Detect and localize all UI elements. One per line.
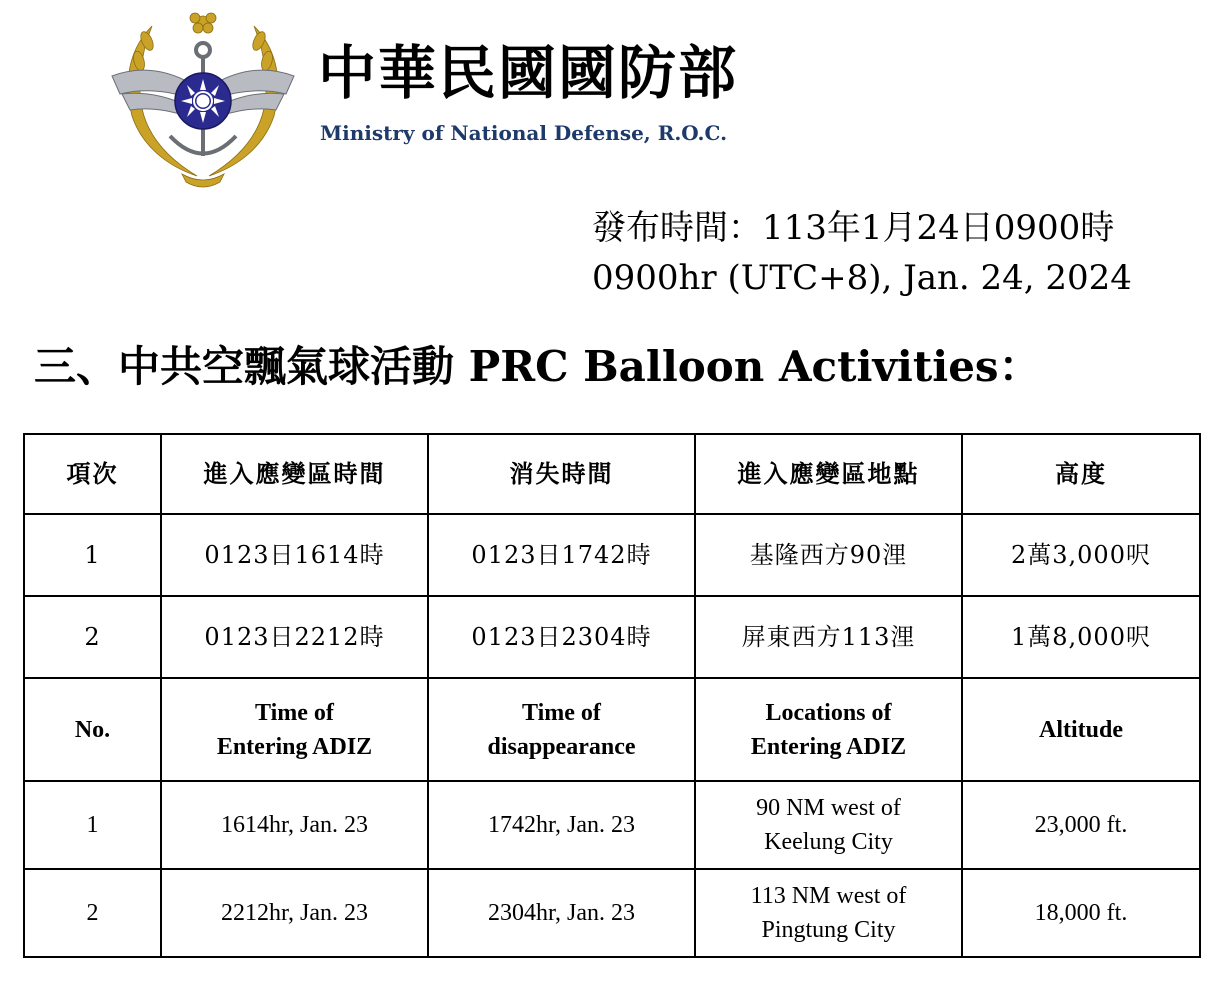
cell-text: 1 [86,812,99,838]
release-time [592,203,1132,303]
cell-text: 1萬8,000呎 [1011,623,1151,651]
table-row-cn-1-cell-1 [24,514,161,596]
cell-text: 2212hr, Jan. 23 [220,900,369,926]
table-row-cn-2 [24,596,1200,678]
table-header-en [24,678,1200,781]
cell-text: 2萬3,000呎 [1011,541,1151,569]
table-row-en-2-cell-3 [428,869,695,957]
cell-text: 高度 [1055,460,1107,488]
cell-text: 2304hr, Jan. 23 [487,900,636,926]
table-row-en-2-cell-1 [24,869,161,957]
table-header-cn-cell-5 [962,434,1200,514]
cell-text: 0123日2304時 [471,623,652,651]
cell-text: 2 [84,623,101,651]
table-row-cn-1-cell-4 [695,514,962,596]
table-row-en-2-cell-4 [695,869,962,957]
table-row-en-1-cell-4 [695,781,962,869]
table-row-cn-1 [24,514,1200,596]
release-time-cn: 發布時間：113年1月24日0900時 [592,208,1115,248]
balloon-activity-table [23,433,1201,958]
org-name-cn: 中華民國國防部 [318,39,739,107]
table-row-cn-2-cell-2 [161,596,428,678]
cell-text: No. [74,716,111,743]
table-row-en-1-cell-2 [161,781,428,869]
cell-text: 項次 [66,460,119,488]
cell-text: 1 [84,541,101,569]
table-header-en-cell-1 [24,678,161,781]
table-row-cn-2-cell-1 [24,596,161,678]
table-row-en-2-cell-2 [161,869,428,957]
table-header-en-cell-4 [695,678,962,781]
table-header-en-cell-5 [962,678,1200,781]
table-row-cn-2-cell-4 [695,596,962,678]
cell-text: disappearance [487,733,636,760]
cell-text: Keelung City [764,829,893,855]
table-row-cn-2-cell-3 [428,596,695,678]
cell-text: 0123日1614時 [204,541,385,569]
cell-text: 1742hr, Jan. 23 [487,812,636,838]
cell-text: Locations of [765,699,892,726]
cell-text: 屏東西方113浬 [741,623,916,651]
release-time-en: 0900hr (UTC+8), Jan. 24, 2024 [592,258,1132,298]
cell-text: Pingtung City [761,917,896,943]
table-header-cn [24,434,1200,514]
cell-text: 消失時間 [509,460,614,488]
table-header-cn-cell-4 [695,434,962,514]
cell-text: Altitude [1039,716,1123,743]
cell-text: 1614hr, Jan. 23 [220,812,369,838]
table-header-cn-cell-1 [24,434,161,514]
table-row-en-1-cell-5 [962,781,1200,869]
cell-text: Entering ADIZ [216,733,373,760]
table-row-cn-1-cell-3 [428,514,695,596]
section-title: 三、中共空飄氣球活動 PRC Balloon Activities： [34,342,1041,391]
table-header-en-cell-2 [161,678,428,781]
cell-text: 0123日1742時 [471,541,652,569]
cell-text: 0123日2212時 [204,623,385,651]
table-row-en-1 [24,781,1200,869]
table-row-cn-1-cell-5 [962,514,1200,596]
table-header-cn-cell-2 [161,434,428,514]
cell-text: Time of [522,699,601,726]
table-header-en-cell-3 [428,678,695,781]
table-row-cn-2-cell-5 [962,596,1200,678]
table-header-cn-cell-3 [428,434,695,514]
cell-text: 113 NM west of [750,883,907,909]
cell-text: 進入應變區時間 [203,460,386,488]
table-row-en-2 [24,869,1200,957]
cell-text: Time of [255,699,334,726]
cell-text: Entering ADIZ [750,733,907,760]
table-row-en-1-cell-1 [24,781,161,869]
cell-text: 18,000 ft. [1034,900,1128,926]
cell-text: 2 [86,900,99,926]
cell-text: 90 NM west of [756,795,901,821]
table-row-en-1-cell-3 [428,781,695,869]
cell-text: 進入應變區地點 [737,460,920,488]
table-row-en-2-cell-5 [962,869,1200,957]
org-name-en: Ministry of National Defense, R.O.C. [320,121,728,145]
cell-text: 23,000 ft. [1034,812,1128,838]
table-row-cn-1-cell-2 [161,514,428,596]
mnd-emblem-icon [92,6,314,196]
cell-text: 基隆西方90浬 [749,541,908,569]
